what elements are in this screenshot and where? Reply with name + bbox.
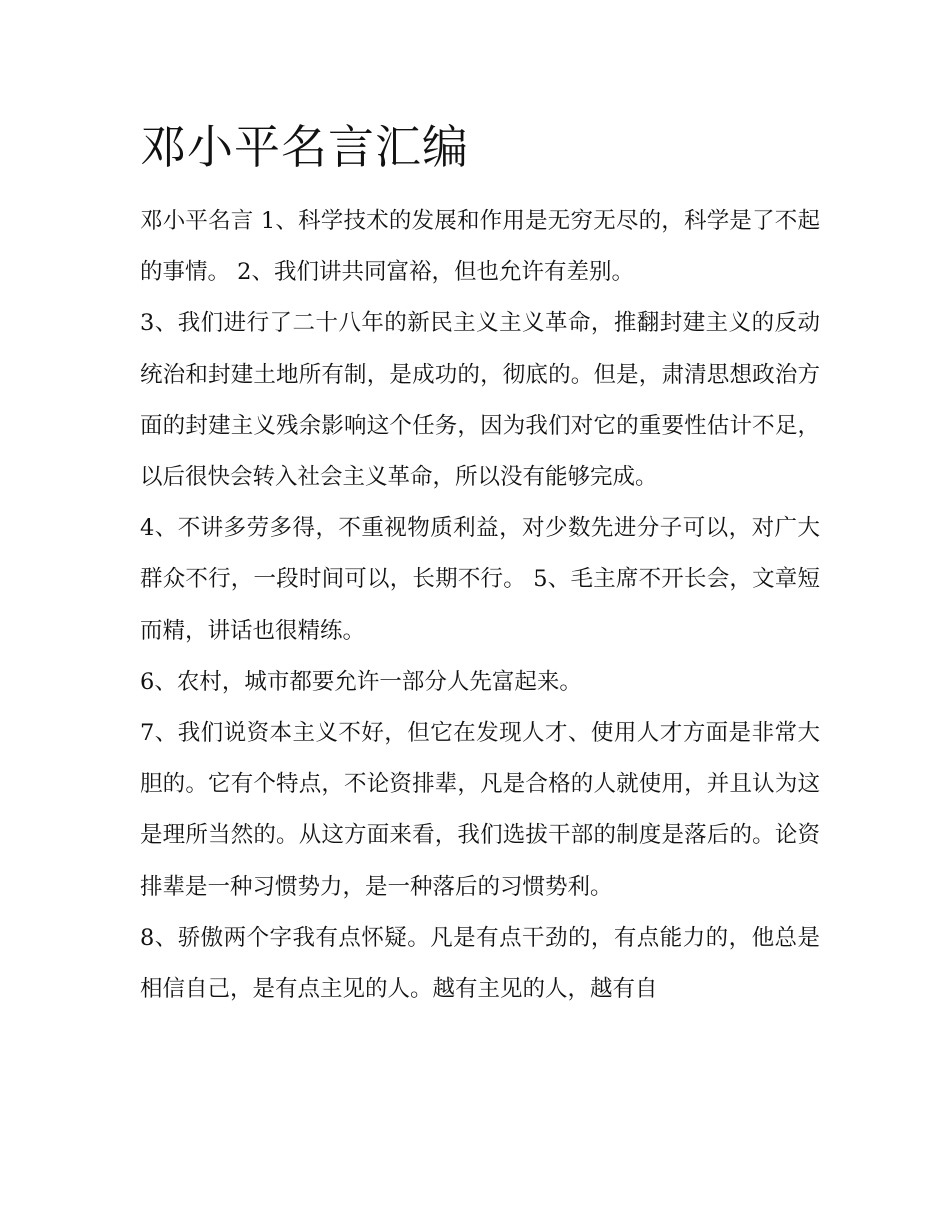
paragraph-1: 邓小平名言 1、科学技术的发展和作用是无穷无尽的，科学是了不起的事情。 2、我们讲共同富裕，但也允许有差别。	[140, 208, 820, 286]
document-title: 邓小平名言汇编	[140, 120, 469, 174]
paragraph-4: 6、农村，城市都要允许一部分人先富起来。	[140, 668, 582, 695]
paragraph-5: 7、我们说资本主义不好，但它在发现人才、使用人才方面是非常大胆的。它有个特点，不论资排辈，凡是合格的人就使用，并且认为这是理所当然的。从这方面来看，我们选拔干部的制度是落后的。论资排辈是一种习惯势力，是一种落后的习惯势利。	[140, 720, 820, 900]
paragraph-6: 8、骄傲两个字我有点怀疑。凡是有点干劲的，有点能力的，他总是相信自己，是有点主见的人。越有主见的人，越有自	[140, 924, 820, 1003]
paragraph-2: 3、我们进行了二十八年的新民主义主义革命，推翻封建主义的反动统治和封建土地所有制，是成功的，彻底的。但是，肃清思想政治方面的封建主义残余影响这个任务，因为我们对它的重要性估计不足，以后很快会转入社会主义革命，所以没有能够完成。	[140, 310, 820, 491]
document-body	[140, 196, 820, 1015]
paragraph-3: 4、不讲多劳多得，不重视物质利益，对少数先进分子可以，对广大群众不行，一段时间可以，长期不行。 5、毛主席不开长会，文章短而精，讲话也很精练。	[140, 515, 820, 644]
